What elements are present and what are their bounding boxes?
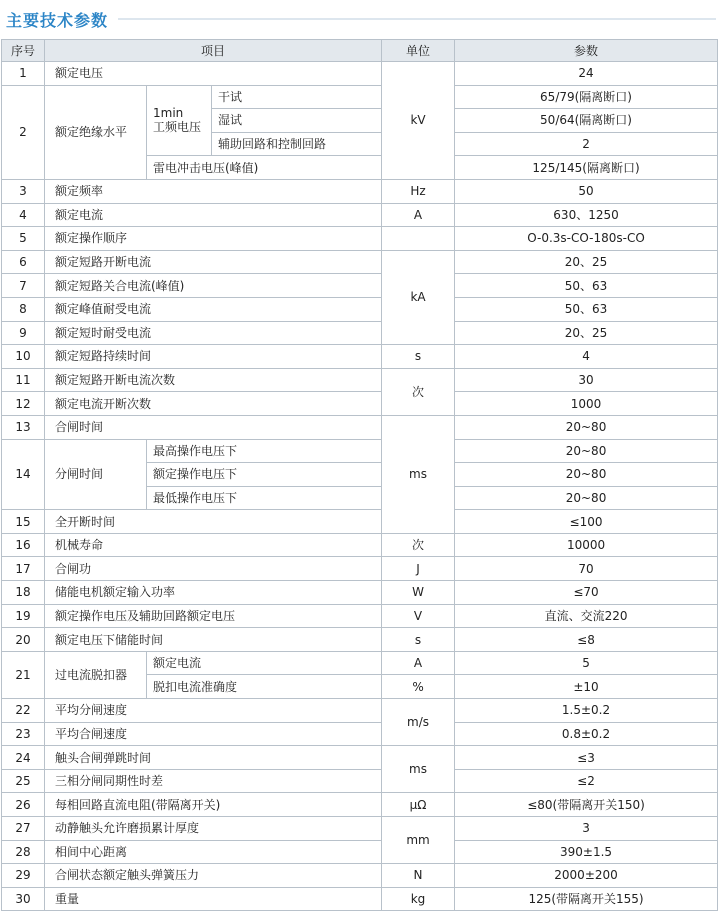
section-header — [0, 0, 718, 38]
row-value: 4 — [455, 345, 718, 369]
row-value: 125(带隔离开关155) — [455, 887, 718, 911]
table-row — [2, 321, 718, 345]
row-value: O-0.3s-CO-180s-CO — [455, 227, 718, 251]
row-unit: s — [382, 628, 455, 652]
row-no: 2 — [2, 85, 45, 179]
table-row — [2, 557, 718, 581]
header-unit: 单位 — [382, 40, 455, 62]
table-row — [2, 85, 718, 109]
row-unit: kg — [382, 887, 455, 911]
row-subitem: 额定操作电压下 — [147, 463, 382, 487]
row-value: 20~80 — [455, 463, 718, 487]
header-row — [2, 40, 718, 62]
subgroup-line-2: 工频电压 — [153, 120, 202, 135]
row-unit: A — [382, 651, 455, 675]
table-row — [2, 250, 718, 274]
row-item: 动静触头允许磨损累计厚度 — [45, 817, 382, 841]
subgroup-line-1: 1min — [153, 106, 184, 121]
row-no: 19 — [2, 604, 45, 628]
row-value: 20、25 — [455, 321, 718, 345]
table-row — [2, 581, 718, 605]
row-unit: Hz — [382, 179, 455, 203]
row-value: 10000 — [455, 533, 718, 557]
table-row — [2, 179, 718, 203]
row-unit: s — [382, 345, 455, 369]
row-unit: mm — [382, 817, 455, 864]
row-no: 23 — [2, 722, 45, 746]
row-unit: % — [382, 675, 455, 699]
row-no: 30 — [2, 887, 45, 911]
row-item: 额定电流 — [45, 203, 382, 227]
row-item: 额定操作顺序 — [45, 227, 382, 251]
row-value: ±10 — [455, 675, 718, 699]
row-item: 额定操作电压及辅助回路额定电压 — [45, 604, 382, 628]
section-title: 主要技术参数 — [6, 11, 109, 30]
row-value: ≤70 — [455, 581, 718, 605]
row-unit: V — [382, 604, 455, 628]
table-row — [2, 203, 718, 227]
row-item: 重量 — [45, 887, 382, 911]
table-row — [2, 439, 718, 463]
row-value: 630、1250 — [455, 203, 718, 227]
row-item: 额定绝缘水平 — [45, 85, 147, 179]
table-row — [2, 604, 718, 628]
row-value: 125/145(隔离断口) — [455, 156, 718, 180]
row-value: 50、63 — [455, 297, 718, 321]
row-value: 2000±200 — [455, 864, 718, 888]
row-value: 直流、交流220 — [455, 604, 718, 628]
table-row — [2, 817, 718, 841]
row-no: 24 — [2, 746, 45, 770]
row-item: 额定电压下储能时间 — [45, 628, 382, 652]
row-unit: ms — [382, 415, 455, 533]
row-value: 20、25 — [455, 250, 718, 274]
row-unit: 次 — [382, 533, 455, 557]
row-value: 20~80 — [455, 415, 718, 439]
row-subitem: 脱扣电流准确度 — [147, 675, 382, 699]
row-subitem: 最高操作电压下 — [147, 439, 382, 463]
row-item: 相间中心距离 — [45, 840, 382, 864]
table-row — [2, 840, 718, 864]
table-row — [2, 793, 718, 817]
table-row — [2, 227, 718, 251]
row-unit: N — [382, 864, 455, 888]
row-item: 额定短路开断电流次数 — [45, 368, 382, 392]
row-item: 平均合闸速度 — [45, 722, 382, 746]
table-row — [2, 533, 718, 557]
row-value: ≤2 — [455, 769, 718, 793]
row-value: 70 — [455, 557, 718, 581]
table-row — [2, 392, 718, 416]
row-no: 26 — [2, 793, 45, 817]
row-subitem: 干试 — [212, 85, 382, 109]
row-unit: A — [382, 203, 455, 227]
table-row — [2, 864, 718, 888]
row-no: 25 — [2, 769, 45, 793]
row-no: 7 — [2, 274, 45, 298]
row-value: 5 — [455, 651, 718, 675]
row-item: 额定电压 — [45, 62, 382, 86]
row-unit: J — [382, 557, 455, 581]
table-row — [2, 415, 718, 439]
row-unit: W — [382, 581, 455, 605]
row-item: 额定短路持续时间 — [45, 345, 382, 369]
row-unit — [382, 227, 455, 251]
row-no: 9 — [2, 321, 45, 345]
row-item: 机械寿命 — [45, 533, 382, 557]
row-subitem: 湿试 — [212, 109, 382, 133]
header-no: 序号 — [2, 40, 45, 62]
row-item: 合闸状态额定触头弹簧压力 — [45, 864, 382, 888]
header-item: 项目 — [45, 40, 382, 62]
title-divider — [118, 18, 716, 20]
row-unit: μΩ — [382, 793, 455, 817]
row-no: 16 — [2, 533, 45, 557]
row-value: 0.8±0.2 — [455, 722, 718, 746]
table-row — [2, 345, 718, 369]
table-row — [2, 62, 718, 86]
row-item: 额定短路关合电流(峰值) — [45, 274, 382, 298]
row-value: 20~80 — [455, 486, 718, 510]
row-no: 1 — [2, 62, 45, 86]
table-row — [2, 887, 718, 911]
row-value: 2 — [455, 132, 718, 156]
row-subitem: 最低操作电压下 — [147, 486, 382, 510]
table-row — [2, 510, 718, 534]
row-value: 50 — [455, 179, 718, 203]
table-row — [2, 746, 718, 770]
row-value: ≤8 — [455, 628, 718, 652]
row-item: 合闸功 — [45, 557, 382, 581]
header-param: 参数 — [455, 40, 718, 62]
table-row — [2, 628, 718, 652]
row-item: 额定短路开断电流 — [45, 250, 382, 274]
row-no: 14 — [2, 439, 45, 510]
row-unit: m/s — [382, 699, 455, 746]
row-value: 50/64(隔离断口) — [455, 109, 718, 133]
row-no: 28 — [2, 840, 45, 864]
row-no: 11 — [2, 368, 45, 392]
row-value: 390±1.5 — [455, 840, 718, 864]
row-item: 储能电机额定输入功率 — [45, 581, 382, 605]
row-no: 27 — [2, 817, 45, 841]
table-row — [2, 368, 718, 392]
row-value: ≤3 — [455, 746, 718, 770]
row-no: 22 — [2, 699, 45, 723]
row-no: 20 — [2, 628, 45, 652]
row-value: 65/79(隔离断口) — [455, 85, 718, 109]
row-no: 4 — [2, 203, 45, 227]
row-item: 每相回路直流电阻(带隔离开关) — [45, 793, 382, 817]
row-value: 50、63 — [455, 274, 718, 298]
row-no: 13 — [2, 415, 45, 439]
table-row — [2, 274, 718, 298]
row-subgroup — [147, 85, 212, 156]
row-no: 6 — [2, 250, 45, 274]
row-unit: 次 — [382, 368, 455, 415]
table-row — [2, 699, 718, 723]
row-value: 30 — [455, 368, 718, 392]
row-item: 全开断时间 — [45, 510, 382, 534]
row-no: 3 — [2, 179, 45, 203]
table-row — [2, 722, 718, 746]
spec-table — [1, 39, 718, 911]
row-item: 额定短时耐受电流 — [45, 321, 382, 345]
row-value: ≤100 — [455, 510, 718, 534]
row-item: 分闸时间 — [45, 439, 147, 510]
table-row — [2, 297, 718, 321]
row-item: 触头合闸弹跳时间 — [45, 746, 382, 770]
row-no: 15 — [2, 510, 45, 534]
row-value: 20~80 — [455, 439, 718, 463]
row-no: 21 — [2, 651, 45, 698]
row-value: 3 — [455, 817, 718, 841]
row-no: 17 — [2, 557, 45, 581]
row-item: 平均分闸速度 — [45, 699, 382, 723]
row-no: 12 — [2, 392, 45, 416]
row-item: 额定频率 — [45, 179, 382, 203]
row-no: 29 — [2, 864, 45, 888]
row-item: 三相分闸同期性时差 — [45, 769, 382, 793]
row-item: 额定峰值耐受电流 — [45, 297, 382, 321]
row-value: 1000 — [455, 392, 718, 416]
row-item: 额定电流开断次数 — [45, 392, 382, 416]
row-unit: ms — [382, 746, 455, 793]
row-subitem: 雷电冲击电压(峰值) — [147, 156, 382, 180]
row-subitem: 额定电流 — [147, 651, 382, 675]
row-no: 5 — [2, 227, 45, 251]
row-value: ≤80(带隔离开关150) — [455, 793, 718, 817]
table-row — [2, 769, 718, 793]
row-no: 18 — [2, 581, 45, 605]
row-unit: kA — [382, 250, 455, 344]
row-item: 合闸时间 — [45, 415, 382, 439]
row-no: 8 — [2, 297, 45, 321]
row-item: 过电流脱扣器 — [45, 651, 147, 698]
row-unit: kV — [382, 62, 455, 180]
table-row — [2, 651, 718, 675]
row-value: 24 — [455, 62, 718, 86]
row-value: 1.5±0.2 — [455, 699, 718, 723]
row-no: 10 — [2, 345, 45, 369]
row-subitem: 辅助回路和控制回路 — [212, 132, 382, 156]
